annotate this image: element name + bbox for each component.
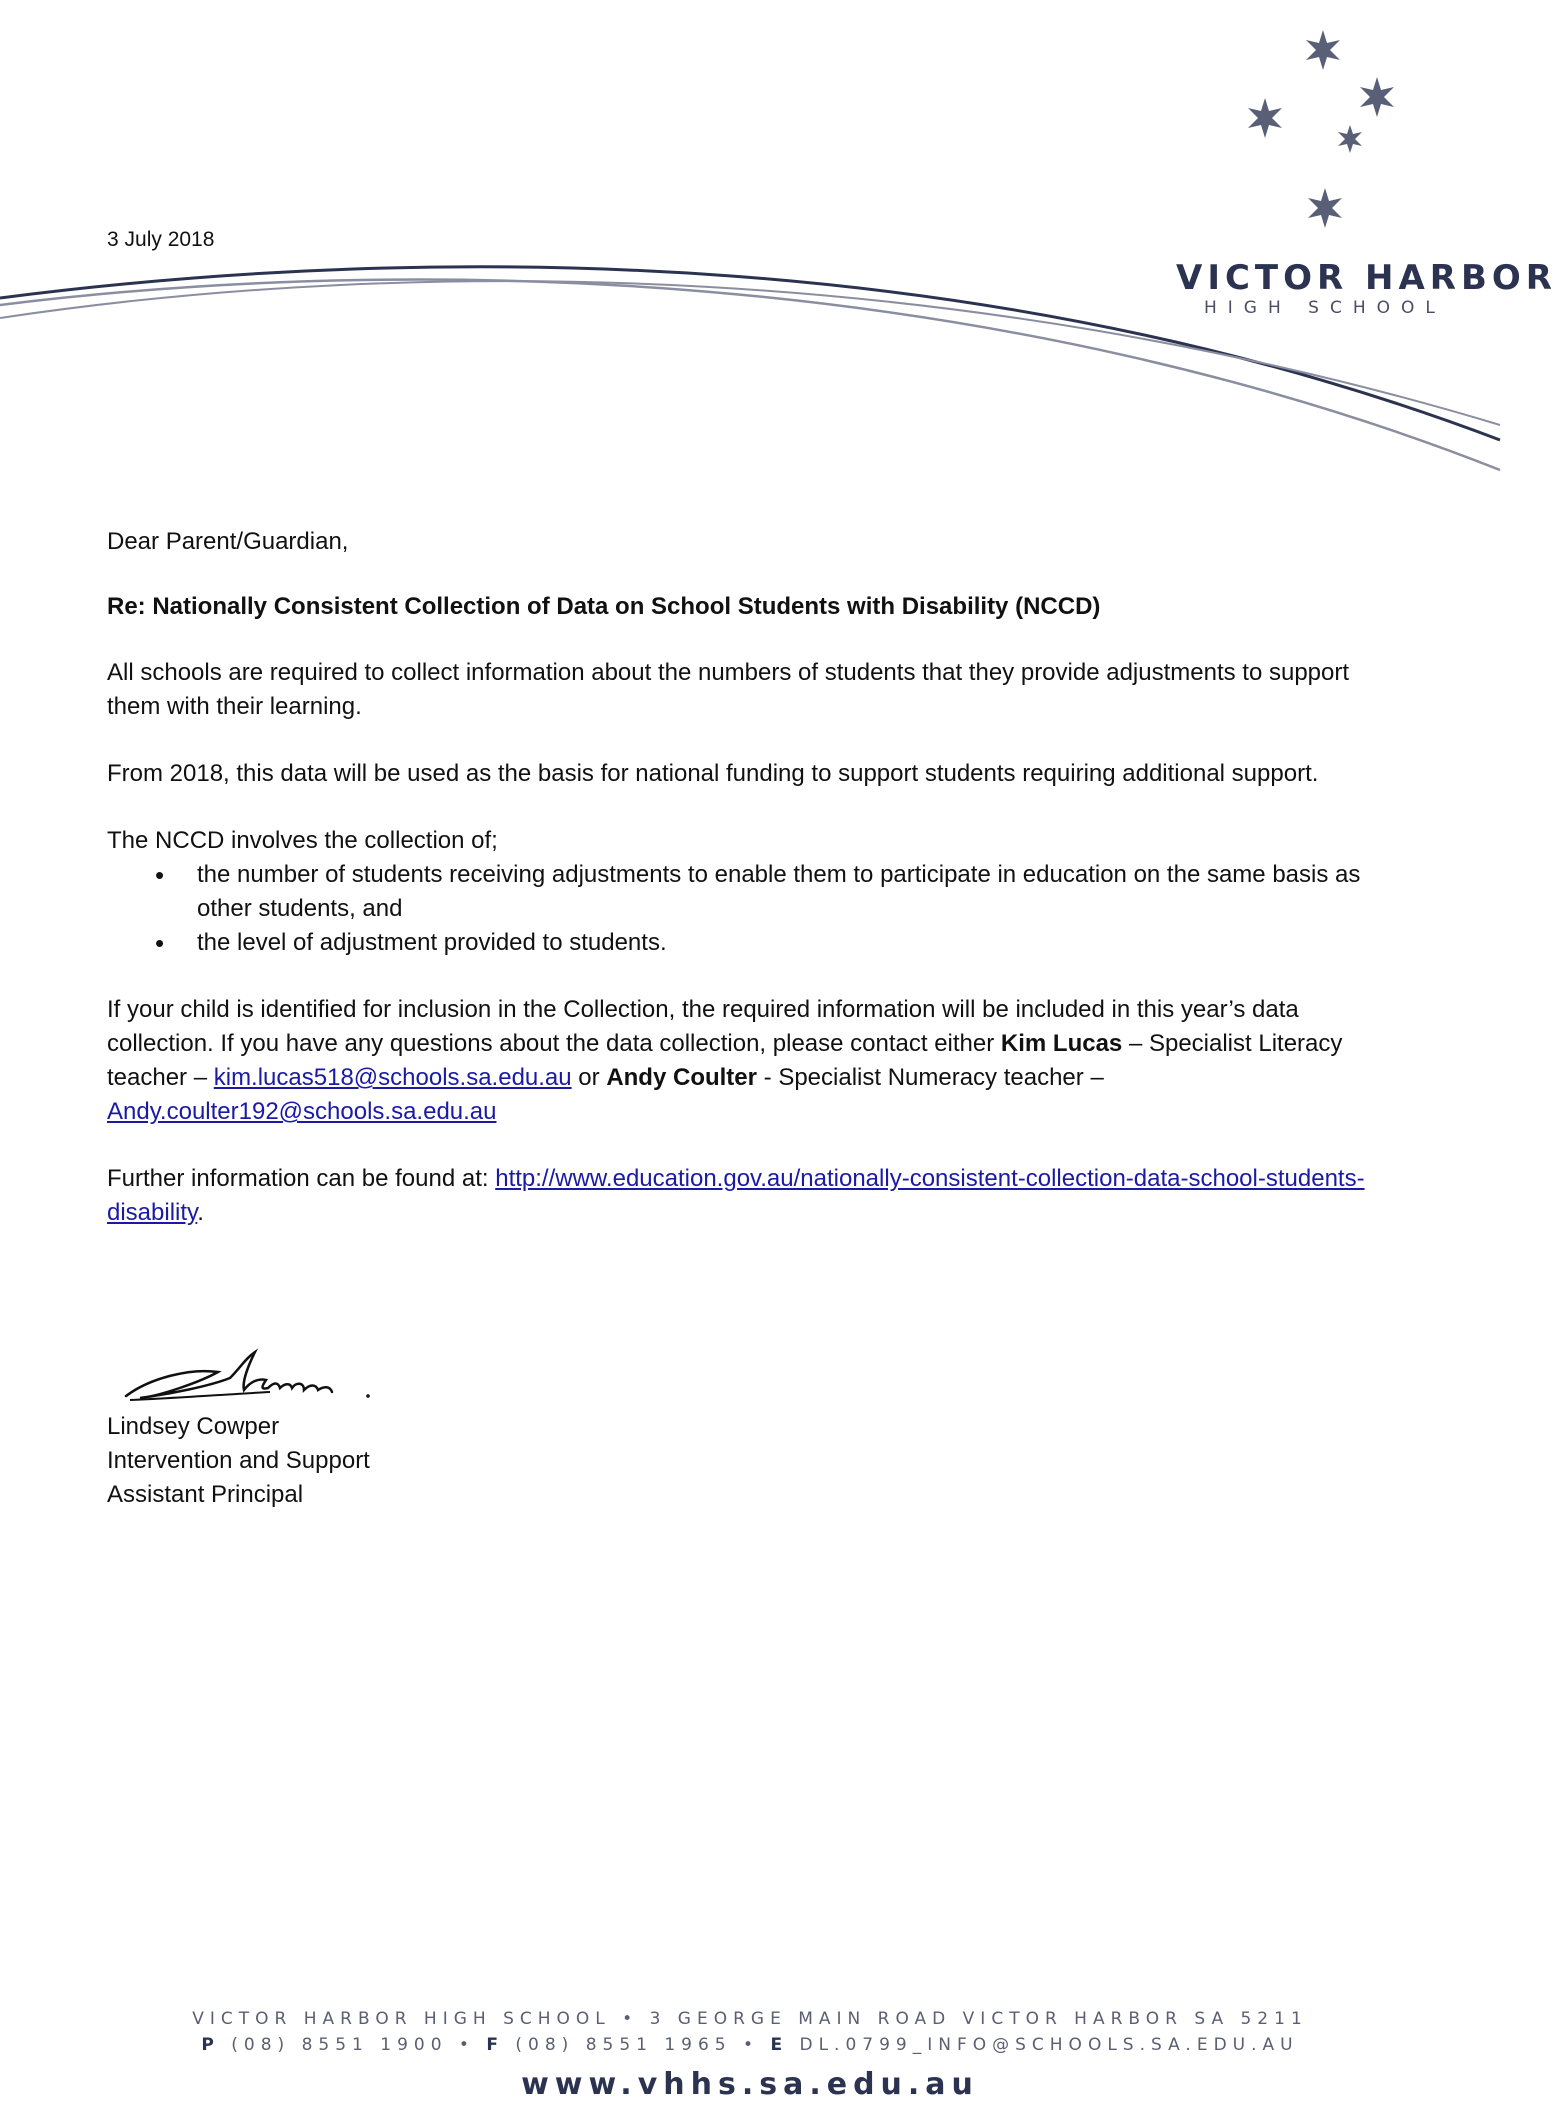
southern-cross-stars-logo bbox=[1230, 20, 1410, 240]
footer-website[interactable]: www.vhhs.sa.edu.au bbox=[521, 2067, 979, 2102]
letter-body bbox=[107, 525, 1397, 1263]
contact-role-literacy: – Specialist Literacy teacher – bbox=[107, 1030, 1343, 1091]
footer-email: DL.0799_INFO@SCHOOLS.SA.EDU.AU bbox=[788, 2035, 1299, 2055]
education-website-link[interactable]: http://www.education.gov.au/nationally-consistent-collection-data-school-students-disability bbox=[107, 1165, 1365, 1226]
nccd-bullet-list bbox=[107, 858, 1397, 960]
list-item: • the number of students receiving adjustments to enable them to participate in education on the same basis as other students, and bbox=[107, 858, 1397, 926]
handwritten-signature bbox=[120, 1338, 380, 1408]
subject-line: Re: Nationally Consistent Collection of Data on School Students with Disability (NCCD) bbox=[107, 593, 1101, 620]
contact-joiner: or bbox=[571, 1064, 607, 1091]
school-logo-subtitle: HIGH SCHOOL bbox=[1204, 298, 1446, 318]
contact-text: If your child is identified for inclusion in the Collection, the required information will be included in this year’s data collection. If you have any questions about the data collection, please contact either bbox=[107, 996, 1299, 1057]
list-item: • the level of adjustment provided to students. bbox=[107, 926, 1397, 960]
letter-footer bbox=[0, 2006, 1500, 2108]
paragraph-requirement: All schools are required to collect information about the numbers of students that they provide adjustments to support them with their learning. bbox=[107, 659, 1350, 720]
email-label: E bbox=[770, 2035, 789, 2055]
footer-address: VICTOR HARBOR HIGH SCHOOL • 3 GEORGE MAIN ROAD VICTOR HARBOR SA 5211 bbox=[192, 2009, 1308, 2029]
email-link-kim[interactable]: kim.lucas518@schools.sa.edu.au bbox=[213, 1064, 572, 1091]
letter-date: 3 July 2018 bbox=[107, 228, 215, 251]
paragraph-further-info bbox=[107, 1162, 1397, 1230]
signatory-title-2: Assistant Principal bbox=[107, 1481, 304, 1508]
list-intro: The NCCD involves the collection of; bbox=[107, 827, 498, 854]
school-logo-name: VICTOR HARBOR bbox=[1176, 258, 1557, 298]
phone-label: P bbox=[201, 2035, 220, 2055]
paragraph-contact bbox=[107, 993, 1397, 1129]
email-link-andy[interactable]: Andy.coulter192@schools.sa.edu.au bbox=[107, 1098, 497, 1125]
paragraph-funding: From 2018, this data will be used as the basis for national funding to support students requiring additional support. bbox=[107, 760, 1319, 787]
signatory-title-1: Intervention and Support bbox=[107, 1447, 370, 1474]
signoff-block bbox=[107, 1410, 370, 1512]
salutation: Dear Parent/Guardian, bbox=[107, 528, 349, 555]
further-label: Further information can be found at: bbox=[107, 1165, 496, 1192]
phone-number: (08) 8551 1900 • bbox=[219, 2035, 487, 2055]
contact-name-andy: Andy Coulter bbox=[606, 1064, 757, 1091]
contact-name-kim: Kim Lucas bbox=[1000, 1030, 1123, 1057]
fax-number: (08) 8551 1965 • bbox=[503, 2035, 771, 2055]
fax-label: F bbox=[486, 2035, 504, 2055]
footer-contact-line bbox=[0, 2032, 1500, 2058]
contact-role-numeracy: - Specialist Numeracy teacher – bbox=[756, 1064, 1104, 1091]
further-end: . bbox=[197, 1199, 204, 1226]
signatory-name: Lindsey Cowper bbox=[107, 1413, 280, 1440]
